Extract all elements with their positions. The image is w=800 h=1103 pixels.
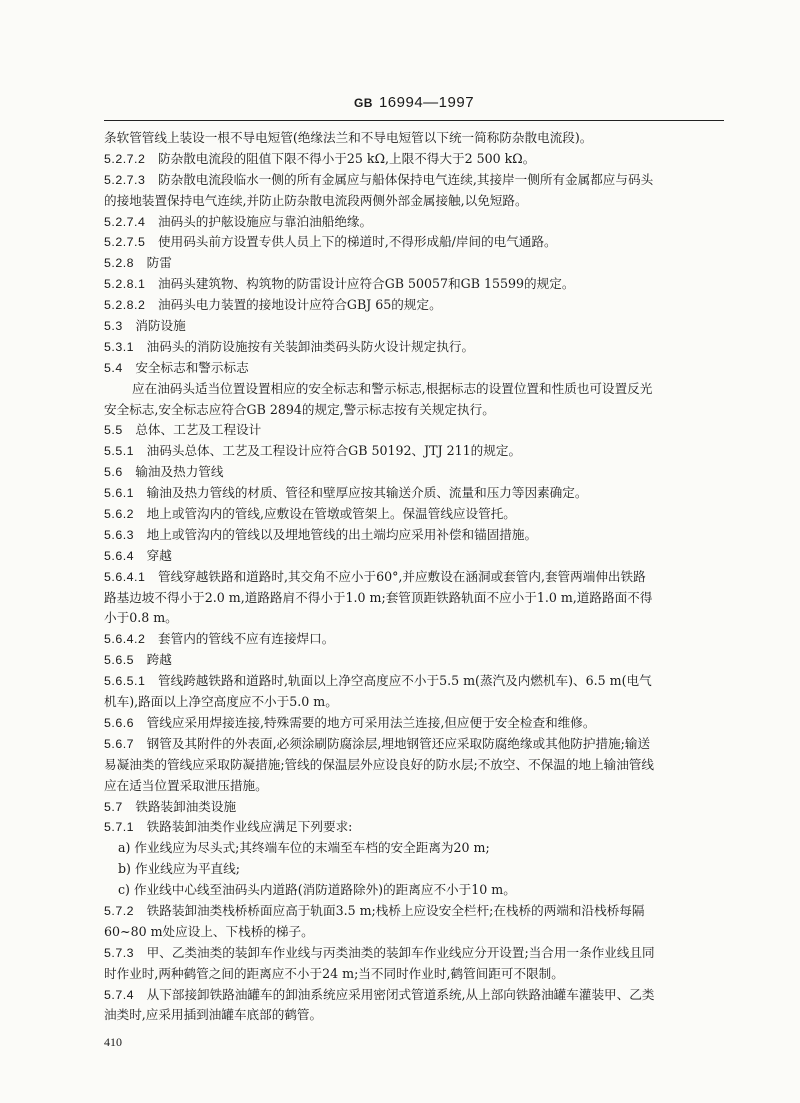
text-line <box>104 1005 724 1026</box>
line-text: 油码头的护舷设施应与靠泊油船绝缘。 <box>158 213 373 229</box>
clause-line <box>104 441 724 462</box>
clause-line <box>104 629 724 650</box>
clause-number: 5.2.7.3 <box>104 172 146 187</box>
clause-number: 5.6 <box>104 465 123 480</box>
clause-number: 5.7.4 <box>104 987 135 1002</box>
clause-line <box>104 149 724 170</box>
clause-line <box>104 316 724 337</box>
running-header <box>104 94 724 111</box>
line-text: a) 作业线应为尽头式;其终端车位的末端至车档的安全距离为20 m; <box>118 840 490 856</box>
text-line <box>104 191 724 212</box>
clause-line <box>104 253 724 274</box>
clause-line <box>104 504 724 525</box>
clause-number: 5.6.6 <box>104 715 135 730</box>
clause-number: 5.2.7.4 <box>104 214 146 229</box>
clause-line <box>104 358 724 379</box>
clause-number: 5.6.7 <box>104 736 135 751</box>
clause-line <box>104 817 724 838</box>
clause-number: 5.7.3 <box>104 945 135 960</box>
line-text: 甲、乙类油类的装卸车作业线与丙类油类的装卸车作业线应分开设置;当合用一条作业线且同 <box>146 944 655 960</box>
text-line <box>104 964 724 985</box>
text-line <box>104 776 724 797</box>
line-text: 铁路装卸油类作业线应满足下列要求: <box>146 819 353 835</box>
clause-line <box>104 420 724 441</box>
clause-number: 5.5.1 <box>104 444 135 459</box>
line-text: 输油及热力管线的材质、管径和壁厚应按其输送介质、流量和压力等因素确定。 <box>146 485 588 501</box>
clause-line <box>104 671 724 692</box>
clause-line <box>104 985 724 1006</box>
clause-number: 5.2.8.1 <box>104 277 146 292</box>
clause-number: 5.6.1 <box>104 486 135 501</box>
line-text: 油类时,应采用插到油罐车底部的鹤管。 <box>104 1007 323 1023</box>
line-text: 安全标志和警示标志 <box>135 359 249 375</box>
line-text: 防杂散电流段的阻值下限不得小于25 kΩ,上限不得大于2 500 kΩ。 <box>158 150 536 166</box>
line-text: 易凝油类的管线应采取防凝措施;管线的保温层外应设良好的防水层;不放空、不保温的地上输油管线 <box>104 756 655 772</box>
header-prefix: GB <box>353 96 373 110</box>
clause-number: 5.6.4.2 <box>104 632 146 647</box>
clause-line <box>104 713 724 734</box>
line-text: 地上或管沟内的管线,应敷设在管墩或管架上。保温管线应设管托。 <box>146 506 516 522</box>
clause-number: 5.6.2 <box>104 507 135 522</box>
clause-number: 5.2.7.2 <box>104 151 146 166</box>
line-text: 油码头的消防设施按有关装卸油类码头防火设计规定执行。 <box>146 338 475 354</box>
text-line <box>104 400 724 421</box>
clause-number: 5.2.7.5 <box>104 235 146 250</box>
text-line <box>104 128 724 149</box>
clause-number: 5.6.4 <box>104 548 135 563</box>
line-text: 消防设施 <box>135 318 186 334</box>
text-line <box>104 838 724 859</box>
clause-line <box>104 650 724 671</box>
clause-line <box>104 525 724 546</box>
clause-line <box>104 212 724 233</box>
line-text: 条软管管线上装设一根不导电短管(绝缘法兰和不导电短管以下统一简称防杂散电流段)。 <box>104 130 593 145</box>
clause-number: 5.3 <box>104 319 123 334</box>
line-text: 使用码头前方设置专供人员上下的梯道时,不得形成船/岸间的电气通路。 <box>158 234 557 250</box>
line-text: 油码头建筑物、构筑物的防雷设计应符合GB 50057和GB 15599的规定。 <box>158 276 575 292</box>
line-text: 60~80 m处应设上、下栈桥的梯子。 <box>104 923 314 939</box>
header-rule <box>104 120 724 121</box>
line-text: c) 作业线中心线至油码头内道路(消防道路除外)的距离应不小于10 m。 <box>118 882 516 898</box>
clause-line <box>104 274 724 295</box>
text-line <box>104 608 724 629</box>
clause-line <box>104 337 724 358</box>
line-text: 铁路装卸油类栈桥桥面应高于轨面3.5 m;栈桥上应设安全栏杆;在栈桥的两端和沿栈桥每隔 <box>146 902 645 918</box>
line-text: 应在适当位置采取泄压措施。 <box>104 777 268 793</box>
line-text: 油码头电力装置的接地设计应符合GBJ 65的规定。 <box>158 297 442 313</box>
clause-line <box>104 232 724 253</box>
clause-line <box>104 295 724 316</box>
line-text: 套管内的管线不应有连接焊口。 <box>158 631 335 647</box>
line-text: 防雷 <box>146 255 172 271</box>
line-text: 钢管及其附件的外表面,必须涂刷防腐涂层,埋地钢管还应采取防腐绝缘或其他防护措施;输送 <box>146 735 651 751</box>
clause-number: 5.6.4.1 <box>104 569 146 584</box>
line-text: 跨越 <box>146 652 172 668</box>
line-text: 穿越 <box>146 547 172 563</box>
document-body <box>104 128 724 1026</box>
line-text: 的接地装置保持电气连续,并防止防杂散电流段两侧外部金属接触,以免短路。 <box>104 192 528 208</box>
clause-line <box>104 567 724 588</box>
line-text: 地上或管沟内的管线以及埋地管线的出土端均应采用补偿和锚固措施。 <box>146 526 538 542</box>
text-line <box>104 859 724 880</box>
line-text: 管线跨越铁路和道路时,轨面以上净空高度应不小于5.5 m(蒸汽及内燃机车)、6.5 m(电气 <box>158 673 652 689</box>
text-line <box>104 755 724 776</box>
clause-number: 5.6.3 <box>104 527 135 542</box>
line-text: b) 作业线应为平直线; <box>118 861 240 877</box>
line-text: 铁路装卸油类设施 <box>135 798 237 814</box>
text-line <box>104 692 724 713</box>
clause-line <box>104 170 724 191</box>
line-text: 路基边坡不得小于2.0 m,道路路肩不得小于1.0 m;套管顶距铁路轨面不应小于1.0 m,道路路面不得 <box>104 589 653 605</box>
clause-number: 5.5 <box>104 423 123 438</box>
line-text: 小于0.8 m。 <box>104 610 178 626</box>
clause-line <box>104 462 724 483</box>
clause-number: 5.4 <box>104 360 123 375</box>
clause-number: 5.7 <box>104 799 123 814</box>
clause-line <box>104 483 724 504</box>
clause-number: 5.3.1 <box>104 339 135 354</box>
page-number: 410 <box>104 1035 122 1049</box>
header-code: 16994—1997 <box>378 94 475 111</box>
clause-line <box>104 797 724 818</box>
clause-number: 5.7.1 <box>104 820 135 835</box>
clause-line <box>104 734 724 755</box>
clause-line <box>104 901 724 922</box>
clause-number: 5.6.5 <box>104 653 135 668</box>
line-text: 从下部接卸铁路油罐车的卸油系统应采用密闭式管道系统,从上部向铁路油罐车灌装甲、乙类 <box>146 986 655 1002</box>
text-line <box>104 922 724 943</box>
line-text: 输油及热力管线 <box>135 464 224 480</box>
text-line <box>104 880 724 901</box>
line-text: 总体、工艺及工程设计 <box>135 422 262 438</box>
clause-number: 5.7.2 <box>104 903 135 918</box>
clause-number: 5.2.8.2 <box>104 298 146 313</box>
text-line <box>104 588 724 609</box>
line-text: 时作业时,两种鹤管之间的距离应不小于24 m;当不同时作业时,鹤管间距可不限制。 <box>104 965 564 981</box>
clause-number: 5.6.5.1 <box>104 674 146 689</box>
clause-number: 5.2.8 <box>104 256 135 271</box>
line-text: 管线应采用焊接连接,特殊需要的地方可采用法兰连接,但应便于安全检查和维修。 <box>146 714 596 730</box>
clause-line <box>104 546 724 567</box>
text-line <box>104 379 724 400</box>
clause-line <box>104 943 724 964</box>
line-text: 应在油码头适当位置设置相应的安全标志和警示标志,根据标志的设置位置和性质也可设置反光 <box>132 380 653 396</box>
line-text: 安全标志,安全标志应符合GB 2894的规定,警示标志按有关规定执行。 <box>104 401 495 417</box>
line-text: 防杂散电流段临水一侧的所有金属应与船体保持电气连续,其接岸一侧所有金属都应与码头 <box>158 171 654 187</box>
line-text: 油码头总体、工艺及工程设计应符合GB 50192、JTJ 211的规定。 <box>146 443 522 459</box>
line-text: 管线穿越铁路和道路时,其交角不应小于60°,并应敷设在涵洞或套管内,套管两端伸出铁路 <box>158 568 646 584</box>
line-text: 机车),路面以上净空高度应不小于5.0 m。 <box>104 694 338 710</box>
